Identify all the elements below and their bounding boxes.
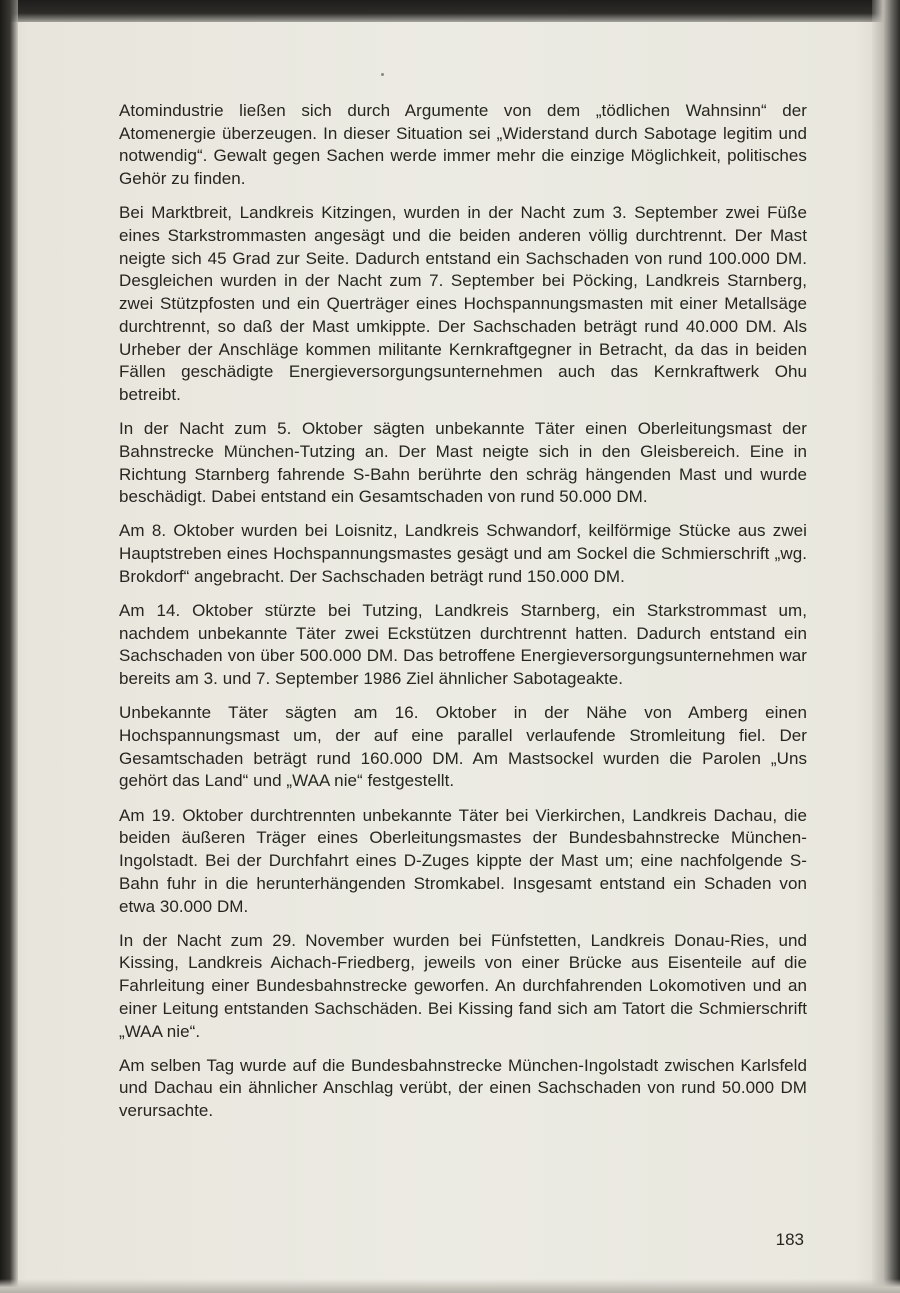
scan-left-shadow — [0, 0, 18, 1293]
paragraph: Bei Marktbreit, Landkreis Kitzingen, wurden in der Nacht zum 3. September zwei Füße eines Starkstrommasten angesägt und die beiden anderen völlig durchtrennt. Der Mast neigte sich 45 Grad zur Seite. Dadurch entstand ein Sachschaden von rund 100.000 DM. Desgleichen wurden in der Nacht zum 7. September bei Pöcking, Landkreis Starnberg, zwei Stützpfosten und ein Querträger eines Hochspannungsmasten mit einer Metallsäge durchtrennt, so daß der Mast umkippte. Der Sachschaden beträgt rund 40.000 DM. Als Urheber der Anschläge kommen militante Kernkraftgegner in Betracht, da das in beiden Fällen geschädigte Energieversorgungsunternehmen auch das Kernkraftwerk Ohu betreibt. — [119, 203, 807, 404]
paragraph: In der Nacht zum 29. November wurden bei Fünfstetten, Landkreis Donau-Ries, und Kissing, Landkreis Aichach-Friedberg, jeweils von einer Brücke aus Eisenteile auf die Fahrleitung einer Bundesbahnstrecke geworfen. An durchfahrenden Lokomotiven und an einer Leitung entstanden Sachschäden. Bei Kissing fand sich am Tatort die Schmierschrift „WAA nie“. — [119, 930, 807, 1041]
paragraph: Am 19. Oktober durchtrennten unbekannte Täter bei Vierkirchen, Landkreis Dachau, die beiden äußeren Träger eines Oberleitungsmastes der Bundesbahnstrecke München-Ingolstadt. Bei der Durchfahrt eines D-Zuges kippte der Mast um; eine nachfolgende S-Bahn fuhr in die herunterhängenden Stromkabel. Insgesamt entstand ein Schaden von etwa 30.000 DM. — [119, 805, 807, 916]
scan-top-shadow — [0, 0, 900, 22]
paragraph: Am 14. Oktober stürzte bei Tutzing, Landkreis Starnberg, ein Starkstrommast um, nachdem unbekannte Täter zwei Eckstützen durchtrennt hatten. Dadurch entstand ein Sachschaden von über 500.000 DM. Das betroffene Energieversorgungsunternehmen war bereits am 3. und 7. September 1986 Ziel ähnlicher Sabotageakte. — [119, 601, 807, 689]
paragraph: Am selben Tag wurde auf die Bundesbahnstrecke München-Ingolstadt zwischen Karlsfeld und Dachau ein ähnlicher Anschlag verübt, der einen Sachschaden von rund 50.000 DM verursachte. — [119, 1055, 807, 1121]
dust-speck — [381, 73, 384, 76]
paragraph: Unbekannte Täter sägten am 16. Oktober in der Nähe von Amberg einen Hochspannungsmast um, der auf eine parallel verlaufende Stromleitung fiel. Der Gesamtschaden beträgt rund 160.000 DM. Am Mastsockel wurden die Parolen „Uns gehört das Land“ und „WAA nie“ festgestellt. — [119, 703, 807, 791]
paragraph: Am 8. Oktober wurden bei Loisnitz, Landkreis Schwandorf, keilförmige Stücke aus zwei Hauptstreben eines Hochspannungsmastes gesägt und am Sockel die Schmierschrift „wg. Brokdorf“ angebracht. Der Sachschaden beträgt rund 150.000 DM. — [119, 521, 807, 586]
scan-bottom-edge — [0, 1279, 900, 1293]
scan-right-shadow — [872, 0, 900, 1293]
paragraph: In der Nacht zum 5. Oktober sägten unbekannte Täter einen Oberleitungsmast der Bahnstrecke München-Tutzing an. Der Mast neigte sich in den Gleisbereich. Eine in Richtung Starnberg fahrende S-Bahn berührte den schräg hängenden Mast und wurde beschädigt. Dabei entstand ein Gesamtschaden von rund 50.000 DM. — [119, 419, 807, 507]
body-text — [119, 100, 807, 1134]
paragraph: Atomindustrie ließen sich durch Argumente von dem „tödlichen Wahnsinn“ der Atomenergie überzeugen. In dieser Situation sei „Widerstand durch Sabotage legitim und notwendig“. Gewalt gegen Sachen werde immer mehr die einzige Möglichkeit, politisches Gehör zu finden. — [119, 101, 807, 189]
page-number: 183 — [775, 1230, 804, 1249]
